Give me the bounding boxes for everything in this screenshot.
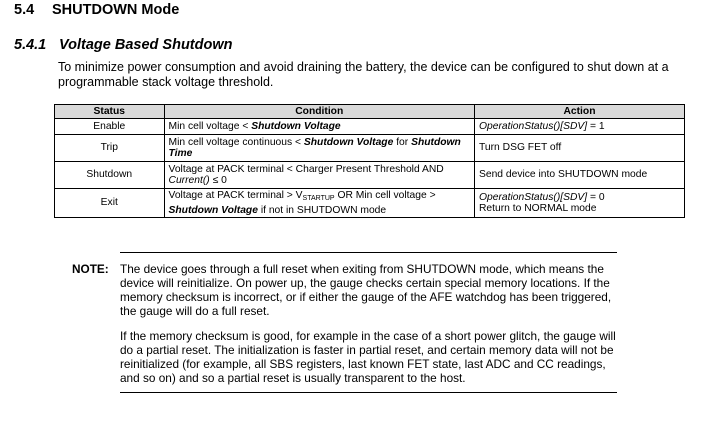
subsection-heading [14, 37, 232, 53]
table-row [55, 135, 685, 162]
status-cell: Exit [55, 189, 165, 218]
header-condition: Condition [164, 105, 474, 119]
intro-paragraph: To minimize power consumption and avoid draining the battery, the device can be configured to shut down at a programmable stack voltage threshold. [58, 60, 669, 89]
section-title: SHUTDOWN Mode [52, 2, 180, 18]
shutdown-conditions-table [54, 104, 685, 218]
action-cell: Send device into SHUTDOWN mode [474, 162, 684, 189]
action-cell: OperationStatus()[SDV] = 0 Return to NORMAL mode [474, 189, 684, 218]
note-top-rule [120, 252, 617, 253]
status-cell: Trip [55, 135, 165, 162]
table-header-row [55, 105, 685, 119]
subsection-title: Voltage Based Shutdown [59, 37, 233, 53]
note-paragraph-2: If the memory checksum is good, for example in the case of a short power glitch, the gauge will do a partial reset. The initialization is faster in partial reset, and certain memory data will not be reinitialized (for example, all SBS registers, last known FET state, last ADC and CC readings, and so on) and so a partial reset is usually transparent to the host. [120, 329, 616, 385]
condition-cell: Voltage at PACK terminal < Charger Present Threshold AND Current() ≤ 0 [164, 162, 474, 189]
startup-subscript: STARTUP [302, 195, 335, 202]
section-heading [14, 2, 179, 18]
operation-status-ref: OperationStatus()[SDV] [478, 120, 588, 132]
current-ref: Current() [168, 175, 210, 186]
note-label: NOTE: [72, 262, 109, 276]
table-row [55, 162, 685, 189]
action-cell: OperationStatus()[SDV] = 1 [474, 119, 684, 135]
header-status: Status [55, 105, 165, 119]
note-paragraph-1: The device goes through a full reset when exiting from SHUTDOWN mode, which means the device will reinitialize. On power up, the gauge checks certain special memory locations. If the memory checksum is incorrect, or if either the gauge of the AFE watchdog has been triggered, the gauge will do a full reset. [120, 262, 612, 318]
param-shutdown-voltage: Shutdown Voltage [168, 204, 258, 216]
status-cell: Shutdown [55, 162, 165, 189]
table-row [55, 119, 685, 135]
condition-cell: Min cell voltage < Shutdown Voltage [164, 119, 474, 135]
operation-status-ref: OperationStatus()[SDV] [478, 191, 588, 203]
param-shutdown-voltage: Shutdown Voltage [251, 120, 341, 132]
status-cell: Enable [55, 119, 165, 135]
subsection-number: 5.4.1 [14, 37, 47, 53]
note-bottom-rule [120, 392, 617, 393]
condition-cell: Min cell voltage continuous < Shutdown Voltage for Shutdown Time [164, 135, 474, 162]
table-row [55, 189, 685, 218]
param-shutdown-voltage: Shutdown Voltage [303, 136, 394, 148]
section-number: 5.4 [14, 2, 35, 18]
condition-cell: Voltage at PACK terminal > $V_{STARTUP}$ OR Min cell voltage > Shutdown Voltage if not in SHUTDOWN mode [164, 189, 474, 218]
param-shutdown-time: Shutdown Time [168, 136, 461, 159]
action-cell: Turn DSG FET off [474, 135, 684, 162]
header-action: Action [474, 105, 684, 119]
